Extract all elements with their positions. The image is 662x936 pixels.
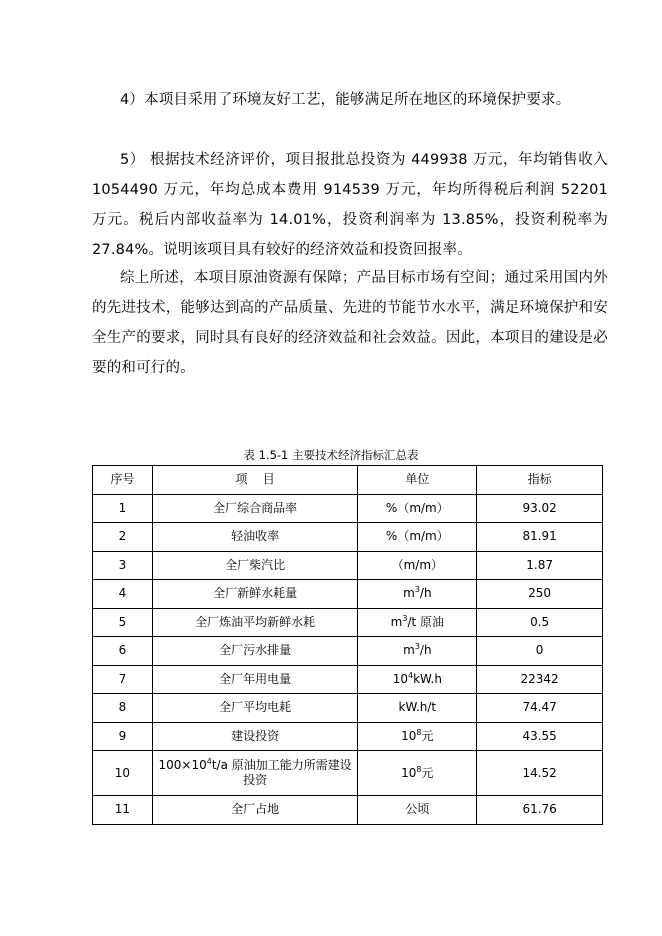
cell-value: 14.52 bbox=[477, 751, 603, 796]
cell-item: 全厂污水排量 bbox=[152, 637, 358, 666]
paragraph-economic-evaluation: 5） 根据技术经济评价，项目报批总投资为 449938 万元，年均销售收入 1054490 万元，年均总成本费用 914539 万元，年均所得税后利润 52201 万元。税后内部收益率为 14.01%，投资利润率为 13.85%，投资利税率为 27.84%。说明该项目具有较好的经济效益和投资回报率。 bbox=[92, 152, 608, 258]
cell-no: 6 bbox=[93, 637, 153, 666]
cell-no: 4 bbox=[93, 580, 153, 609]
cell-unit bbox=[358, 580, 477, 609]
cell-item: 全厂年用电量 bbox=[152, 665, 358, 694]
table-row bbox=[93, 637, 603, 666]
unit-superscript: 3 bbox=[414, 585, 420, 595]
table-row bbox=[93, 580, 603, 609]
cell-unit: kW.h/t bbox=[358, 694, 477, 723]
cell-item: 全厂新鲜水耗量 bbox=[152, 580, 358, 609]
header-no: 序号 bbox=[93, 466, 153, 495]
unit-base: m bbox=[403, 643, 415, 658]
item-rest: t/a 原油加工能力所需建设投资 bbox=[211, 758, 352, 787]
table-row bbox=[93, 665, 603, 694]
cell-value: 22342 bbox=[477, 665, 603, 694]
cell-unit: %（m/m） bbox=[358, 494, 477, 523]
unit-superscript: 3 bbox=[402, 613, 408, 623]
unit-rest: 元 bbox=[421, 728, 434, 743]
table-caption: 表 1.5-1 主要技术经济指标汇总表 bbox=[243, 448, 419, 462]
cell-unit bbox=[358, 637, 477, 666]
header-unit: 单位 bbox=[358, 466, 477, 495]
cell-unit: %（m/m） bbox=[358, 523, 477, 552]
unit-superscript: 3 bbox=[414, 642, 420, 652]
unit-base: 10 bbox=[392, 671, 408, 686]
unit-rest: 元 bbox=[421, 765, 434, 780]
cell-item: 全厂占地 bbox=[152, 796, 358, 825]
table-row bbox=[93, 722, 603, 751]
cell-item: 建设投资 bbox=[152, 722, 358, 751]
unit-rest: kW.h bbox=[413, 671, 442, 686]
table-row bbox=[93, 796, 603, 825]
cell-unit bbox=[358, 608, 477, 637]
paragraph-environment: 4）本项目采用了环境友好工艺，能够满足所在地区的环境保护要求。 bbox=[120, 92, 571, 108]
unit-base: m bbox=[390, 614, 403, 629]
cell-no: 10 bbox=[93, 751, 153, 796]
cell-value: 74.47 bbox=[477, 694, 603, 723]
cell-unit bbox=[358, 751, 477, 796]
cell-no: 8 bbox=[93, 694, 153, 723]
unit-superscript: 8 bbox=[416, 727, 422, 737]
cell-value: 93.02 bbox=[477, 494, 603, 523]
cell-value: 81.91 bbox=[477, 523, 603, 552]
cell-item: 全厂平均电耗 bbox=[152, 694, 358, 723]
table-header-row bbox=[93, 466, 603, 495]
cell-item: 轻油收率 bbox=[152, 523, 358, 552]
table-row bbox=[93, 751, 603, 796]
cell-value: 43.55 bbox=[477, 722, 603, 751]
unit-superscript: 8 bbox=[416, 764, 422, 774]
cell-no: 11 bbox=[93, 796, 153, 825]
unit-rest: /t 原油 bbox=[407, 614, 445, 629]
header-item: 项 目 bbox=[152, 466, 358, 495]
paragraph-conclusion: 综上所述，本项目原油资源有保障；产品目标市场有空间；通过采用国内外的先进技术，能够达到高的产品质量、先进的节能节水水平，满足环境保护和安全生产的要求，同时具有良好的经济效益和社会效益。因此，本项目的建设是必要的和可行的。 bbox=[92, 270, 608, 376]
table-row bbox=[93, 523, 603, 552]
unit-superscript: 4 bbox=[408, 670, 414, 680]
table-row bbox=[93, 694, 603, 723]
item-base: 100×10 bbox=[158, 758, 207, 772]
cell-value: 250 bbox=[477, 580, 603, 609]
cell-item bbox=[152, 751, 358, 796]
cell-no: 9 bbox=[93, 722, 153, 751]
cell-unit bbox=[358, 722, 477, 751]
cell-value: 61.76 bbox=[477, 796, 603, 825]
cell-item: 全厂柴汽比 bbox=[152, 551, 358, 580]
unit-rest: /h bbox=[419, 643, 432, 658]
cell-no: 2 bbox=[93, 523, 153, 552]
unit-base: 10 bbox=[401, 728, 417, 743]
cell-no: 1 bbox=[93, 494, 153, 523]
cell-no: 3 bbox=[93, 551, 153, 580]
cell-value: 1.87 bbox=[477, 551, 603, 580]
table-row bbox=[93, 551, 603, 580]
unit-base: m bbox=[403, 586, 415, 601]
cell-unit: 公顷 bbox=[358, 796, 477, 825]
item-superscript: 4 bbox=[206, 757, 212, 766]
unit-rest: /h bbox=[419, 586, 432, 601]
cell-unit: （m/m） bbox=[358, 551, 477, 580]
cell-value: 0 bbox=[477, 637, 603, 666]
table-row bbox=[93, 608, 603, 637]
header-value: 指标 bbox=[477, 466, 603, 495]
cell-value: 0.5 bbox=[477, 608, 603, 637]
table-row bbox=[93, 494, 603, 523]
cell-unit bbox=[358, 665, 477, 694]
cell-item: 全厂炼油平均新鲜水耗 bbox=[152, 608, 358, 637]
cell-no: 7 bbox=[93, 665, 153, 694]
indicator-table bbox=[92, 465, 603, 825]
cell-no: 5 bbox=[93, 608, 153, 637]
cell-item: 全厂综合商品率 bbox=[152, 494, 358, 523]
unit-base: 10 bbox=[401, 765, 417, 780]
